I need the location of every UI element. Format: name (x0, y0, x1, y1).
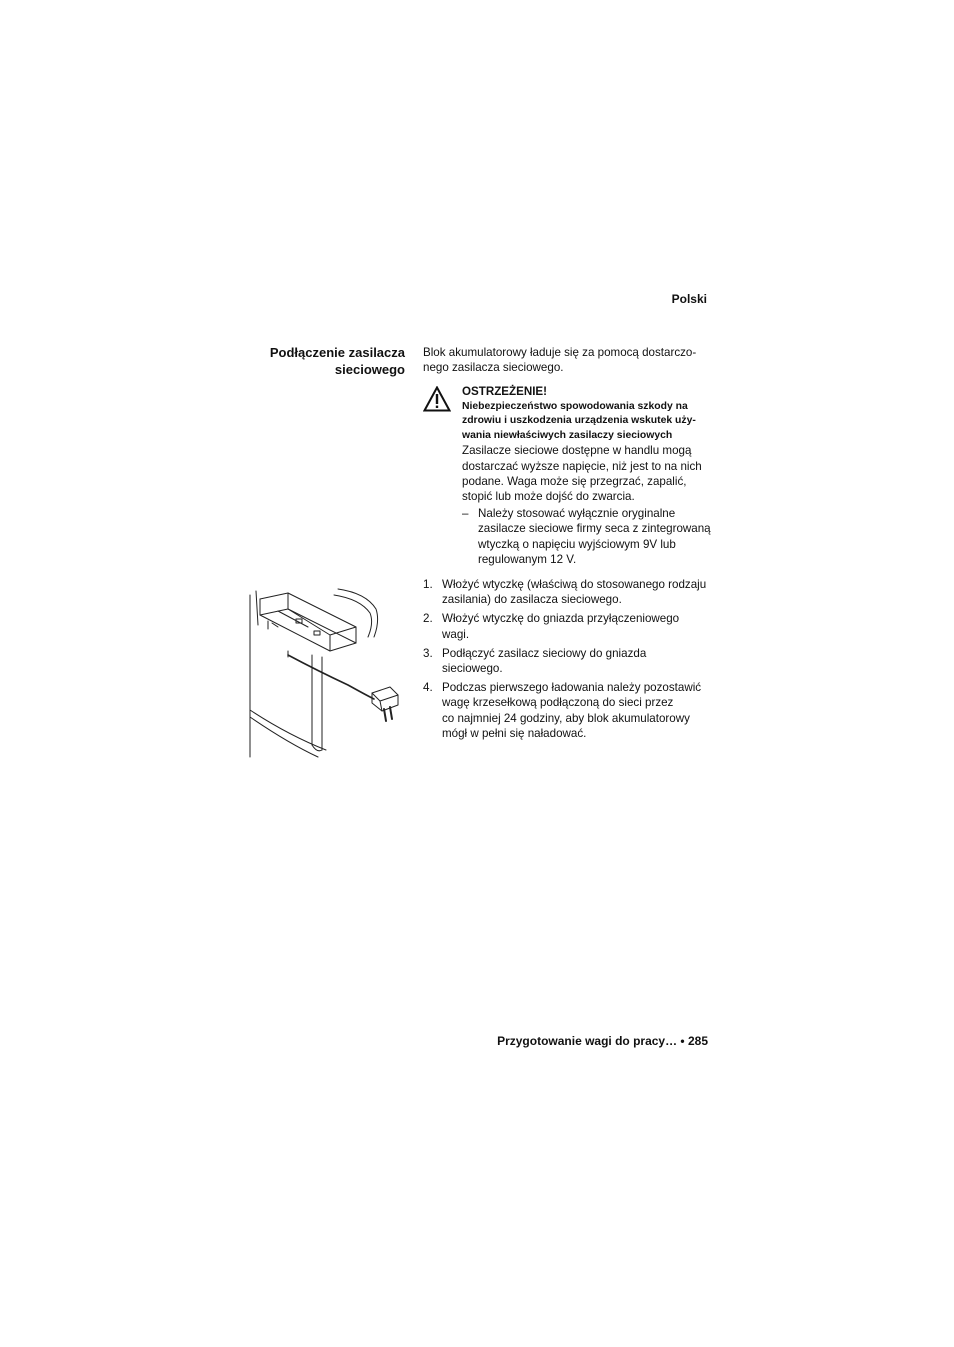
step-3 (423, 646, 713, 676)
warning-text (462, 443, 713, 504)
warning-title: OSTRZEŻENIE! (462, 385, 548, 399)
warning-bold-text (462, 400, 713, 444)
warning-text-line-3: podane. Waga może się przegrzać, zapalić, (462, 474, 687, 488)
warning-bold-line-1: Niebezpieczeństwo spowodowania szkody na (462, 400, 688, 412)
step-line: wagi. (442, 627, 470, 641)
warning-bold-line-2: zdrowiu i uszkodzenia urządzenia wskutek uży- (462, 415, 696, 427)
step-number: 1. (423, 578, 433, 592)
step-line: Podczas pierwszego ładowania należy pozostawić (442, 681, 702, 695)
dash-line-1: Należy stosować wyłącznie oryginalne (478, 507, 676, 521)
step-1 (423, 577, 713, 607)
warning-bold-line-3: wania niewłaściwych zasilaczy sieciowych (462, 429, 673, 441)
step-number: 3. (423, 646, 433, 660)
step-line: Włożyć wtyczkę do gniazda przyłączeniowego (442, 612, 680, 626)
dash-marker: – (462, 507, 469, 521)
warning-text-line-1: Zasilacze sieciowe dostępne w handlu mogą (462, 444, 692, 458)
step-line: mógł w pełni się naładować. (442, 726, 587, 740)
dash-line-4: regulowanym 12 V. (478, 552, 577, 566)
step-line: Włożyć wtyczkę (właściwą do stosowanego rodzaju (442, 578, 707, 592)
step-number: 2. (423, 612, 433, 626)
step-line: zasilania) do zasilacza sieciowego. (442, 593, 622, 607)
warning-box (423, 384, 713, 567)
warning-triangle-icon (423, 386, 451, 412)
step-number: 4. (423, 681, 433, 695)
page-footer: Przygotowanie wagi do pracy… • 285 (497, 1034, 708, 1048)
dash-line-2: zasilacze sieciowe firmy seca z zintegrowaną (478, 522, 711, 536)
step-line: wagę krzesełkową podłączoną do sieci przez (442, 696, 674, 710)
power-adapter-illustration (248, 585, 408, 760)
step-line: sieciowego. (442, 662, 503, 676)
dash-line-3: wtyczką o napięciu wyjściowym 9V lub (478, 537, 676, 551)
step-line: co najmniej 24 godziny, aby blok akumulatorowy (442, 711, 690, 725)
section-title-line-1: Podłączenie zasilacza (269, 345, 405, 360)
intro-line-2: nego zasilacza sieciowego. (423, 361, 564, 375)
intro-line-1: Blok akumulatorowy ładuje się za pomocą dostarczo- (423, 346, 697, 359)
warning-text-line-2: dostarczać wyższe napięcie, niż jest to na nich (462, 459, 702, 473)
warning-dash-item (462, 506, 713, 567)
intro-paragraph (423, 345, 713, 375)
steps-list (423, 577, 713, 741)
step-2 (423, 611, 713, 641)
main-content (423, 345, 713, 745)
section-title (200, 344, 405, 378)
warning-text-line-4: stopić lub może dojść do zwarcia. (462, 490, 635, 503)
step-4 (423, 680, 713, 741)
section-title-line-2: sieciowego (334, 362, 405, 377)
step-line: Podłączyć zasilacz sieciowy do gniazda (442, 646, 647, 660)
language-label: Polski (671, 292, 707, 306)
